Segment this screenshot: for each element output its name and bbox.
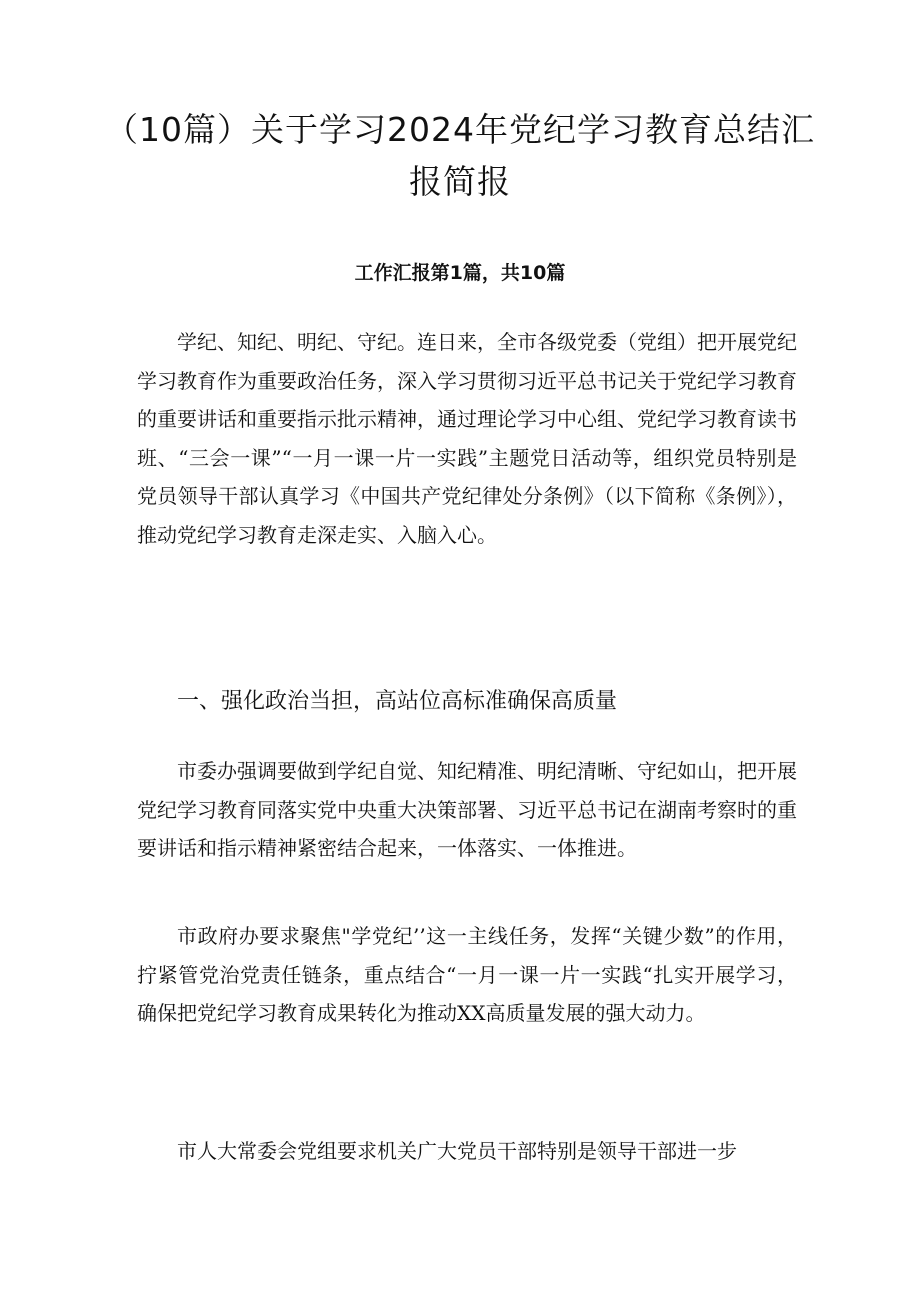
paragraph-municipal-committee: 市委办强调要做到学纪自觉、知纪精准、明纪清晰、守纪如山，把开展党纪学习教育同落实党中央重大决策部署、习近平总书记在湖南考察时的重要讲话和指示精神紧密结合起来，一体落实、一体推进。 [137, 759, 797, 860]
section-heading: 一、强化政治当担，高站位高标准确保高质量 [177, 689, 618, 714]
paragraph-intro: 学纪、知纪、明纪、守纪。连日来，全市各级党委（党组）把开展党纪学习教育作为重要政治任务，深入学习贯彻习近平总书记关于党纪学习教育的重要讲话和重要指示批示精神，通过理论学习中心组、党纪学习教育读书班、“三会一课”“一月一课一片一实践”主题党日活动等，组织党员特别是党员领导干部认真学习《中国共产党纪律处分条例》（以下简称《条例》），推动党纪学习教育走深走实、入脑入心。 [137, 330, 797, 547]
document-title: （10篇）关于学习2024年党纪学习教育总结汇报简报 [105, 110, 815, 201]
paragraph-npc-committee: 市人大常委会党组要求机关广大党员干部特别是领导干部进一步 [177, 1139, 737, 1163]
paragraph-municipal-government: 市政府办要求聚焦"学党纪’’这一主线任务，发挥“关键少数”的作用，拧紧管党治党责任链条，重点结合“一月一课一片一实践“扎实开展学习，确保把党纪学习教育成果转化为推动XX高质量发展的强大动力。 [137, 924, 797, 1025]
document-subtitle: 工作汇报第1篇，共10篇 [354, 262, 566, 284]
